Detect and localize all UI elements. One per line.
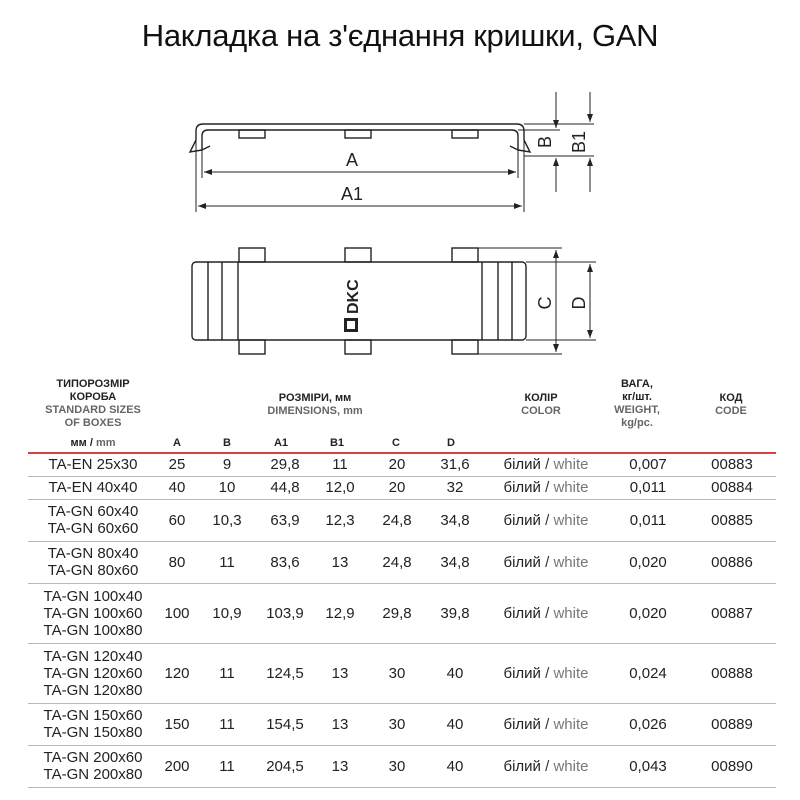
size-line: TA-EN 40x40 <box>48 479 138 496</box>
dim-label-b1: B1 <box>569 130 589 154</box>
cell-b: 10 <box>218 479 236 496</box>
cell-b: 11 <box>219 664 235 682</box>
cell-a: 80 <box>168 553 186 571</box>
size-line: TA-GN 80x40 <box>47 545 139 562</box>
color-ua: білий <box>503 456 541 474</box>
color-ua: білий <box>503 604 541 622</box>
header-color: КОЛІР COLOR <box>521 392 561 417</box>
cell-size <box>28 541 158 583</box>
dim-label-a1: A1 <box>340 184 364 204</box>
cell-d: 32 <box>446 479 464 496</box>
cell-a: 200 <box>164 757 190 775</box>
cell-size <box>28 643 158 703</box>
size-line: TA-GN 100x40 <box>43 587 143 605</box>
cell-size <box>28 583 158 643</box>
cell-a1: 29,8 <box>270 456 300 474</box>
spec-table <box>28 452 776 788</box>
cell-c: 20 <box>388 456 406 474</box>
cell-c: 30 <box>388 664 406 682</box>
color-ua: білий <box>503 715 541 733</box>
color-en: white <box>553 715 589 733</box>
cell-b1: 13 <box>331 664 349 682</box>
cell-b: 11 <box>219 757 235 775</box>
side-view <box>190 124 530 152</box>
cell-b1: 12,9 <box>325 604 355 622</box>
cell-a: 120 <box>164 664 190 682</box>
cell-color <box>484 703 608 745</box>
header-code: КОД CODE <box>715 392 747 417</box>
cell-weight: 0,026 <box>629 715 667 733</box>
color-separator: / <box>545 511 550 529</box>
color-en: white <box>553 479 589 496</box>
color-en: white <box>553 664 589 682</box>
cell-c: 20 <box>388 479 406 496</box>
cell-d: 40 <box>446 757 464 775</box>
color-ua: білий <box>503 757 541 775</box>
color-separator: / <box>545 715 550 733</box>
cell-code: 00885 <box>711 511 753 529</box>
cell-weight: 0,020 <box>629 604 667 622</box>
cell-b: 10,9 <box>212 604 242 622</box>
cell-a: 40 <box>168 479 186 496</box>
cell-a1: 103,9 <box>266 604 304 622</box>
cell-b1: 12,0 <box>325 479 355 496</box>
cell-size <box>28 476 158 499</box>
color-ua: білий <box>503 511 541 529</box>
cell-a: 60 <box>168 511 186 529</box>
page-title: Накладка на з'єднання кришки, GAN <box>141 18 659 53</box>
header-dimensions: РОЗМІРИ, мм DIMENSIONS, mm <box>267 392 363 417</box>
size-line: TA-GN 120x80 <box>43 681 143 699</box>
cell-b1: 13 <box>331 757 349 775</box>
table-row <box>28 476 776 499</box>
cell-c: 24,8 <box>382 511 412 529</box>
cell-weight: 0,020 <box>629 553 667 571</box>
size-line: TA-GN 150x80 <box>43 724 143 741</box>
dim-label-b: B <box>535 135 555 149</box>
cell-a1: 204,5 <box>266 757 304 775</box>
size-line: TA-GN 60x60 <box>47 520 139 537</box>
cell-color <box>484 476 608 499</box>
cell-d: 31,6 <box>440 456 470 474</box>
header-col-c: C <box>392 437 400 449</box>
dkc-logo <box>344 279 362 332</box>
cell-color <box>484 583 608 643</box>
cell-weight: 0,043 <box>629 757 667 775</box>
table-row <box>28 745 776 787</box>
cell-d: 34,8 <box>440 553 470 571</box>
size-line: TA-EN 25x30 <box>48 456 138 474</box>
cell-c: 30 <box>388 757 406 775</box>
header-col-a: A <box>173 437 181 449</box>
cell-size <box>28 453 158 476</box>
size-line: TA-GN 100x60 <box>43 604 143 622</box>
cell-b1: 11 <box>332 456 348 474</box>
cell-a1: 154,5 <box>266 715 304 733</box>
cell-b: 11 <box>219 715 235 733</box>
size-line: TA-GN 60x40 <box>47 503 139 520</box>
table-row <box>28 499 776 541</box>
cell-b1: 12,3 <box>325 511 355 529</box>
size-line: TA-GN 120x60 <box>43 664 143 682</box>
cell-code: 00888 <box>711 664 753 682</box>
dim-label-d: D <box>569 296 589 310</box>
color-separator: / <box>545 553 550 571</box>
table-row <box>28 643 776 703</box>
cell-d: 34,8 <box>440 511 470 529</box>
cell-c: 29,8 <box>382 604 412 622</box>
color-separator: / <box>545 757 550 775</box>
size-line: TA-GN 200x60 <box>43 749 143 766</box>
cell-a1: 83,6 <box>270 553 300 571</box>
cell-c: 24,8 <box>382 553 412 571</box>
cell-color <box>484 453 608 476</box>
color-separator: / <box>545 604 550 622</box>
cell-size <box>28 703 158 745</box>
cell-d: 39,8 <box>440 604 470 622</box>
color-en: white <box>553 757 589 775</box>
table-row <box>28 453 776 476</box>
cell-c: 30 <box>388 715 406 733</box>
table-row <box>28 541 776 583</box>
cell-d: 40 <box>446 664 464 682</box>
cell-weight: 0,024 <box>629 664 667 682</box>
header-unit: мм / mm <box>70 437 116 449</box>
svg-text:DKC: DKC <box>345 279 362 314</box>
cell-code: 00889 <box>711 715 753 733</box>
cell-code: 00886 <box>711 553 753 571</box>
cell-a1: 44,8 <box>270 479 300 496</box>
color-en: white <box>553 604 589 622</box>
cell-b: 11 <box>219 553 235 571</box>
cell-a1: 63,9 <box>270 511 300 529</box>
header-col-b1: B1 <box>329 437 345 449</box>
table-row <box>28 583 776 643</box>
cell-size <box>28 745 158 787</box>
cell-color <box>484 745 608 787</box>
cell-d: 40 <box>446 715 464 733</box>
cell-weight: 0,011 <box>629 511 667 529</box>
cell-code: 00890 <box>711 757 753 775</box>
color-separator: / <box>545 479 550 496</box>
size-line: TA-GN 100x80 <box>43 621 143 639</box>
dim-label-a: A <box>345 150 359 170</box>
color-separator: / <box>545 664 550 682</box>
cell-code: 00883 <box>711 456 753 474</box>
color-en: white <box>553 456 589 474</box>
color-en: white <box>553 553 589 571</box>
cell-b: 9 <box>222 456 232 474</box>
color-ua: білий <box>503 479 541 496</box>
cell-color <box>484 499 608 541</box>
cell-code: 00887 <box>711 604 753 622</box>
cell-b1: 13 <box>331 715 349 733</box>
cell-color <box>484 541 608 583</box>
cell-b: 10,3 <box>212 511 242 529</box>
cell-a: 25 <box>168 456 186 474</box>
size-line: TA-GN 80x60 <box>47 562 139 579</box>
cell-a: 100 <box>164 604 190 622</box>
size-line: TA-GN 120x40 <box>43 647 143 665</box>
color-ua: білий <box>503 664 541 682</box>
color-ua: білий <box>503 553 541 571</box>
cell-size <box>28 499 158 541</box>
header-sizes: ТИПОРОЗМІР КОРОБА STANDARD SIZES OF BOXES <box>45 378 141 429</box>
dim-label-c: C <box>535 296 555 310</box>
cell-color <box>484 643 608 703</box>
color-separator: / <box>545 456 550 474</box>
cell-weight: 0,011 <box>629 479 667 496</box>
cell-weight: 0,007 <box>629 456 667 474</box>
table-row <box>28 703 776 745</box>
size-line: TA-GN 200x80 <box>43 766 143 783</box>
header-col-a1: A1 <box>273 437 289 449</box>
color-en: white <box>553 511 589 529</box>
header-weight: ВАГА, кг/шт. WEIGHT, kg/pc. <box>614 378 660 429</box>
cell-a: 150 <box>164 715 190 733</box>
header-col-d: D <box>447 437 455 449</box>
cell-a1: 124,5 <box>266 664 304 682</box>
cell-code: 00884 <box>711 479 753 496</box>
size-line: TA-GN 150x60 <box>43 707 143 724</box>
header-col-b: B <box>223 437 231 449</box>
cell-b1: 13 <box>331 553 349 571</box>
